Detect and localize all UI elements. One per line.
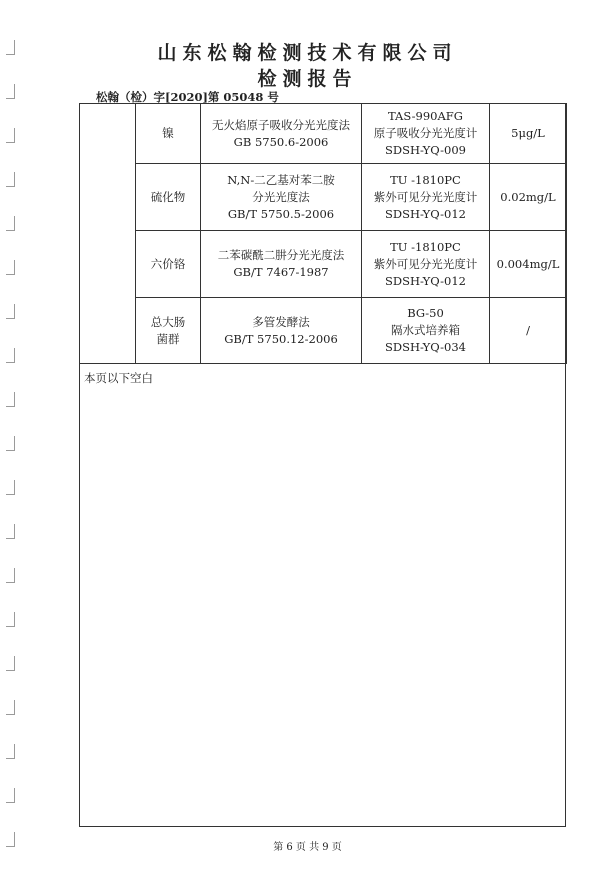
method-line: N,N-二乙基对苯二胺 xyxy=(227,172,335,187)
method-line: 无火焰原子吸收分光光度法 xyxy=(212,117,350,132)
table-row xyxy=(80,164,567,231)
detection-limit: 0.004mg/L xyxy=(490,231,567,298)
page-indicator: 第 6 页 共 9 页 xyxy=(273,842,342,853)
table-row xyxy=(80,231,567,298)
instrument-model: TU -1810PC xyxy=(390,172,461,187)
detection-limit: / xyxy=(490,298,567,364)
binding-mark xyxy=(6,612,15,627)
binding-mark xyxy=(6,700,15,715)
method-standard: GB/T 5750.5-2006 xyxy=(227,206,335,221)
instrument-id: SDSH-YQ-009 xyxy=(385,143,466,157)
binding-margin xyxy=(0,0,20,883)
binding-mark xyxy=(6,480,15,495)
instrument-name: 隔水式培养箱 xyxy=(391,323,460,337)
instrument-id: SDSH-YQ-012 xyxy=(385,273,466,288)
method-standard: GB/T 7467-1987 xyxy=(233,265,329,279)
binding-mark xyxy=(6,128,15,143)
instrument-model: TAS-990AFG xyxy=(388,109,463,123)
instrument-name: 紫外可见分光光度计 xyxy=(373,256,478,271)
detection-limit: 5μg/L xyxy=(490,104,567,164)
binding-mark xyxy=(6,392,15,407)
binding-mark xyxy=(6,260,15,275)
item-name: 镍 xyxy=(136,104,201,164)
instrument-cell xyxy=(362,231,490,298)
binding-mark xyxy=(6,788,15,803)
method-standard: GB/T 5750.12-2006 xyxy=(224,331,338,346)
method-cell xyxy=(201,231,362,298)
instrument-cell xyxy=(362,164,490,231)
table-row xyxy=(80,298,567,364)
company-name: 山东松翰检测技术有限公司 xyxy=(157,42,458,64)
binding-mark xyxy=(6,744,15,759)
binding-mark xyxy=(6,172,15,187)
instrument-model: BG-50 xyxy=(407,306,444,320)
binding-mark xyxy=(6,524,15,539)
instrument-id: SDSH-YQ-012 xyxy=(385,206,466,221)
method-line: 分光光度法 xyxy=(252,189,310,204)
method-standard: GB 5750.6-2006 xyxy=(233,134,329,149)
method-line: 二苯碳酰二肼分光光度法 xyxy=(217,248,345,262)
binding-mark xyxy=(6,348,15,363)
binding-mark xyxy=(6,216,15,231)
method-line: 多管发酵法 xyxy=(252,314,310,329)
instrument-name: 原子吸收分光光度计 xyxy=(373,126,478,140)
binding-mark xyxy=(6,436,15,451)
method-cell xyxy=(201,104,362,164)
method-cell xyxy=(201,164,362,231)
binding-mark xyxy=(6,304,15,319)
instrument-name: 紫外可见分光光度计 xyxy=(373,189,478,204)
instrument-id: SDSH-YQ-034 xyxy=(385,340,466,354)
blank-below-note: 本页以下空白 xyxy=(84,371,153,385)
binding-mark xyxy=(6,568,15,583)
table-row xyxy=(80,104,567,164)
item-name: 六价铬 xyxy=(136,231,201,298)
method-cell xyxy=(201,298,362,364)
item-name xyxy=(136,298,201,364)
item-name: 硫化物 xyxy=(136,164,201,231)
instrument-cell xyxy=(362,104,490,164)
report-number: 松翰（检）字[2020]第 05048 号 xyxy=(96,90,279,104)
results-table xyxy=(79,103,567,364)
item-name-line: 菌群 xyxy=(156,331,180,346)
instrument-cell xyxy=(362,298,490,364)
instrument-model: TU -1810PC xyxy=(390,239,461,254)
detection-limit: 0.02mg/L xyxy=(490,164,567,231)
binding-mark xyxy=(6,656,15,671)
item-name-line: 总大肠 xyxy=(150,314,186,329)
report-title: 检测报告 xyxy=(257,68,358,90)
category-cell xyxy=(80,104,136,364)
